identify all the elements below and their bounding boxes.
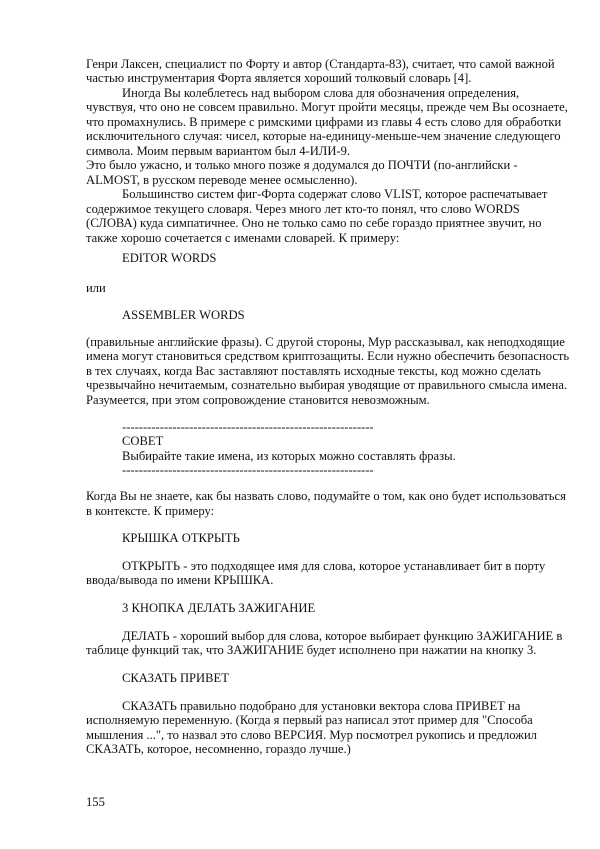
text-line: Это было ужасно, и только много позже я додумался до ПОЧТИ (по-английски - xyxy=(86,158,518,172)
text-line: исключительного случая: чисел, которые на-единицу-меньше-чем значение следующего xyxy=(86,129,561,143)
text-line: имена могут становиться средством криптозащиты. Если нужно обеспечить безопасность xyxy=(86,349,570,363)
text-line: СКАЗАТЬ, которое, несомненно, гораздо лучше.) xyxy=(86,742,351,756)
text-line: СКАЗАТЬ правильно подобрано для установки вектора слова ПРИВЕТ на xyxy=(122,699,521,713)
text-line: что промахнулись. В примере с римскими цифрами из главы 4 есть слово для обработки xyxy=(86,115,562,129)
text-line: мышления ...", то назвал это слово ВЕРСИЯ. Мур посмотрел рукопись и предложил xyxy=(86,728,537,742)
text-line: 3 КНОПКА ДЕЛАТЬ ЗАЖИГАНИЕ xyxy=(122,601,316,615)
text-line: Когда Вы не знаете, как бы назвать слово, подумайте о том, как оно будет использоваться xyxy=(86,489,566,503)
text-line: ------------------------------------------------------------ xyxy=(122,463,374,477)
text-line: ALMOST, в русском переводе менее осмысленно). xyxy=(86,173,358,187)
text-line: Иногда Вы колеблетесь над выбором слова для обозначения определения, xyxy=(122,86,520,100)
text-line: (СЛОВА) куда симпатичнее. Оно не только само по себе гораздо приятнее звучит, но xyxy=(86,216,542,230)
text-line: Генри Лаксен, специалист по Форту и автор (Стандарта-83), считает, что самой важной xyxy=(86,57,555,71)
text-line: КРЫШКА ОТКРЫТЬ xyxy=(122,531,240,545)
text-line: или xyxy=(86,281,106,295)
text-line: ASSEMBLER WORDS xyxy=(122,308,245,322)
text-line: таблице функций так, что ЗАЖИГАНИЕ будет исполнено при нажатии на кнопку 3. xyxy=(86,643,537,657)
page-number: 155 xyxy=(86,795,105,809)
text-line: ------------------------------------------------------------ xyxy=(122,420,374,434)
text-line: чрезвычайно нечитаемым, сознательно выбирая уводящие от правильного смысла имена. xyxy=(86,378,568,392)
text-line: ОТКРЫТЬ - это подходящее имя для слова, которое устанавливает бит в порту xyxy=(122,559,546,573)
text-line: Выбирайте такие имена, из которых можно составлять фразы. xyxy=(122,449,456,463)
text-line: также хорошо сочетается с именами словарей. К примеру: xyxy=(86,231,400,245)
text-line: содержимое текущего словаря. Через много лет кто-то понял, что слово WORDS xyxy=(86,202,520,216)
text-line: чувствуя, что оно не совсем правильно. Могут пройти месяцы, прежде чем Вы осознаете, xyxy=(86,100,568,114)
text-line: (правильные английские фразы). С другой стороны, Мур рассказывал, как неподходящие xyxy=(86,335,565,349)
text-line: СКАЗАТЬ ПРИВЕТ xyxy=(122,671,229,685)
text-line: Разумеется, при этом сопровождение становится невозможным. xyxy=(86,393,430,407)
text-line: EDITOR WORDS xyxy=(122,251,217,265)
text-line: в контексте. К примеру: xyxy=(86,504,215,518)
text-line: ДЕЛАТЬ - хороший выбор для слова, которое выбирает функцию ЗАЖИГАНИЕ в xyxy=(122,629,563,643)
text-line: частью инструментария Форта является хороший толковый словарь [4]. xyxy=(86,71,472,85)
text-line: ввода/вывода по имени КРЫШКА. xyxy=(86,573,274,587)
text-line: исполняемую переменную. (Когда я первый раз написал этот пример для "Способа xyxy=(86,713,533,727)
text-line: Большинство систем фиг-Форта содержат слово VLIST, которое распечатывает xyxy=(122,187,548,201)
text-line: СОВЕТ xyxy=(122,434,164,448)
text-line: символа. Моим первым вариантом был 4-ИЛИ-9. xyxy=(86,144,351,158)
text-line: в тех случаях, когда Вас заставляют поставлять исходные тексты, код можно сделать xyxy=(86,364,541,378)
